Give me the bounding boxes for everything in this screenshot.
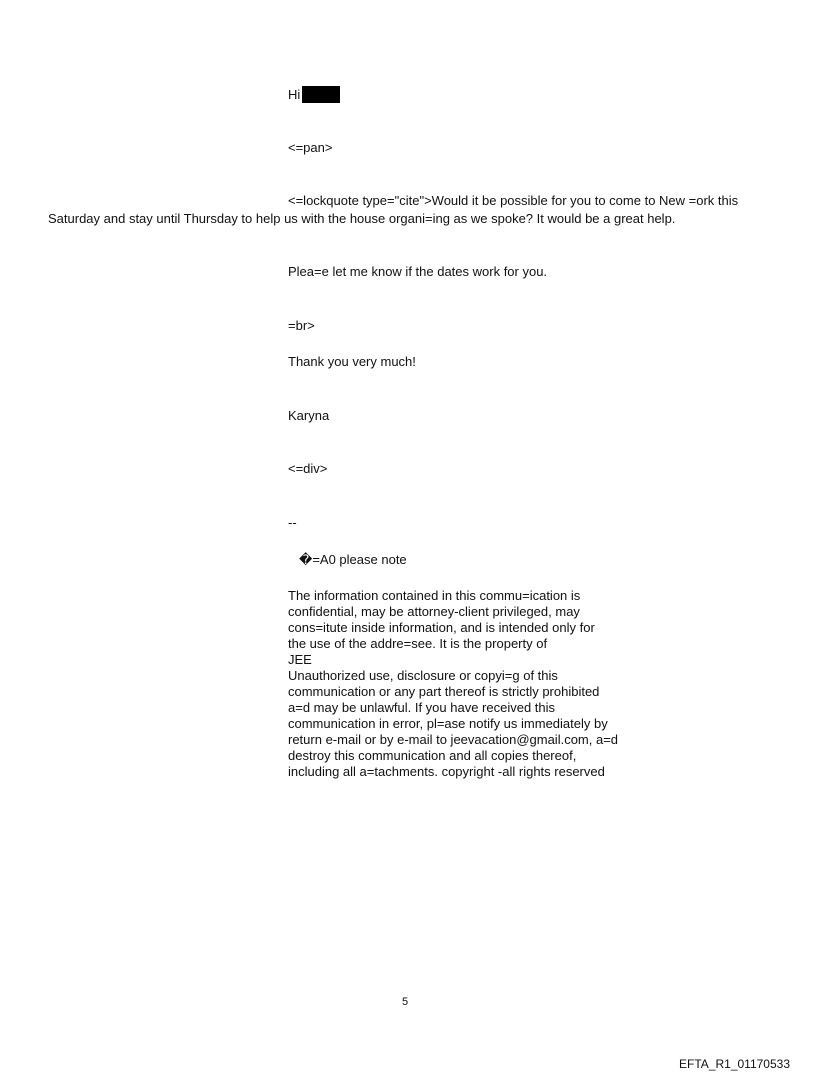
- disclaimer-line: destroy this communication and all copies thereof,: [288, 748, 577, 763]
- dates-request-line: Plea=e let me know if the dates work for you.: [288, 264, 548, 279]
- redacted-name-block: [302, 86, 340, 103]
- pan-tag-line: <=pan>: [288, 140, 333, 155]
- div-tag-line: <=div>: [288, 461, 328, 476]
- signature-name: Karyna: [288, 408, 330, 423]
- signature-separator: --: [288, 515, 297, 530]
- page-number: 5: [402, 996, 409, 1008]
- disclaimer-line: JEE: [288, 652, 312, 667]
- disclaimer-line: Unauthorized use, disclosure or copyi=g of this: [288, 668, 558, 683]
- disclaimer-line: communication or any part thereof is strictly prohibited: [288, 684, 600, 699]
- disclaimer-line: The information contained in this commu=ication is: [288, 588, 581, 603]
- confidentiality-disclaimer: [288, 588, 648, 780]
- blockquote-line-2: Saturday and stay until Thursday to help us with the house organi=ing as we spoke? It would be a great help.: [48, 211, 676, 226]
- disclaimer-line: cons=itute inside information, and is intended only for: [288, 620, 595, 635]
- blockquote-line-1: <=lockquote type="cite">Would it be possible for you to come to New =ork this: [288, 193, 739, 208]
- br-tag-line: =br>: [288, 318, 315, 333]
- greeting-text: Hi: [288, 87, 301, 102]
- disclaimer-line: return e-mail or by e-mail to jeevacation@gmail.com, a=d: [288, 732, 619, 747]
- thanks-line: Thank you very much!: [288, 354, 416, 369]
- disclaimer-line: including all a=tachments. copyright -all rights reserved: [288, 764, 605, 779]
- bates-number: EFTA_R1_01170533: [679, 1057, 790, 1071]
- disclaimer-line: communication in error, pl=ase notify us immediately by: [288, 716, 608, 731]
- greeting-line: [288, 86, 340, 103]
- disclaimer-line: a=d may be unlawful. If you have received this: [288, 700, 556, 715]
- disclaimer-line: the use of the addre=see. It is the property of: [288, 636, 548, 651]
- please-note-line: �=A0 please note: [299, 552, 407, 567]
- disclaimer-line: confidential, may be attorney-client privileged, may: [288, 604, 580, 619]
